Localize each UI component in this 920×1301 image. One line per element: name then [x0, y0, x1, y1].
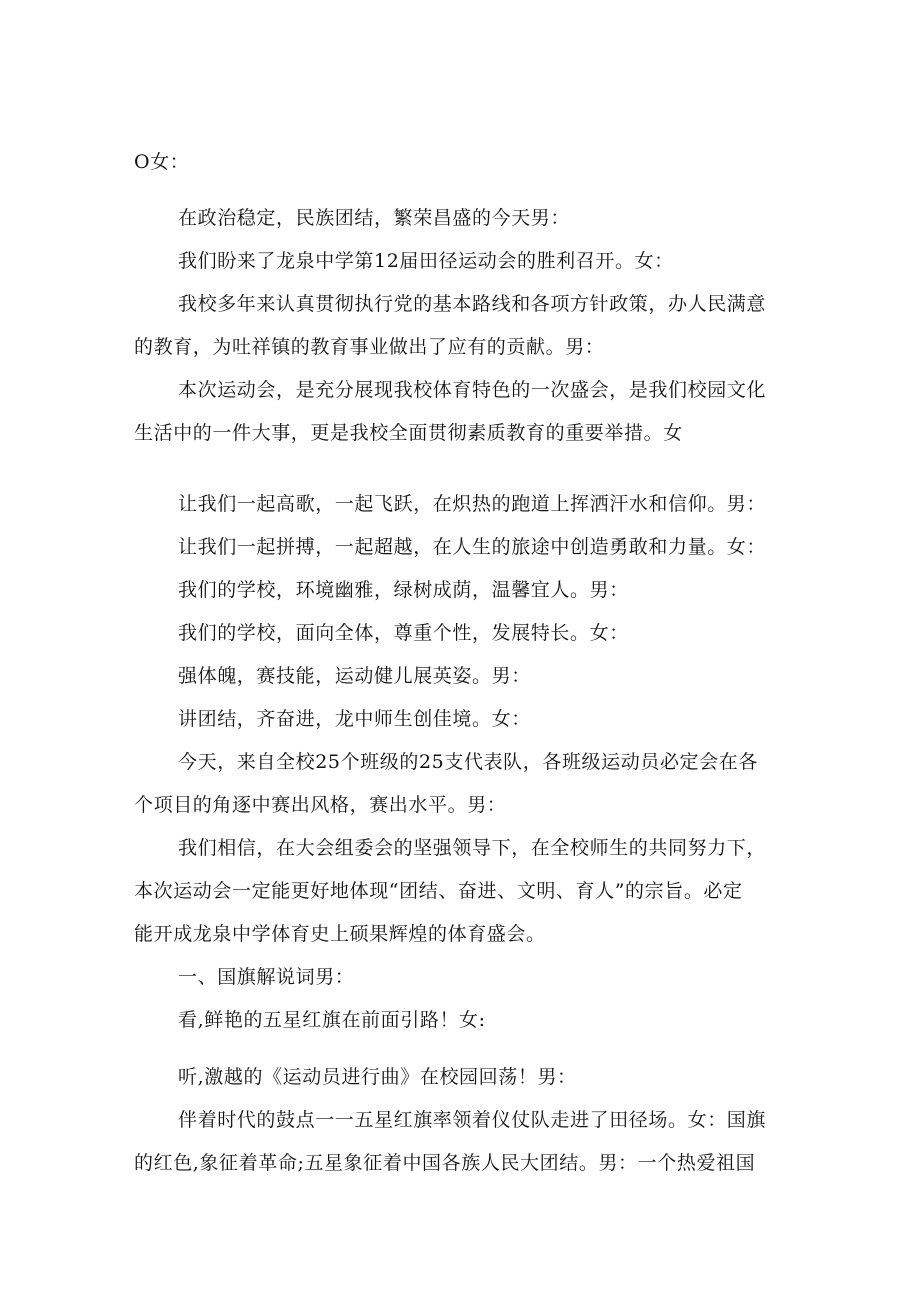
text-line-6: 生活中的一件大事，更是我校全面贯彻素质教育的重要举措。女	[134, 422, 683, 444]
text-line-3: 我校多年来认真贯彻执行党的基本路线和各项方针政策，办人民满意	[178, 293, 767, 315]
text-line-10: 我们的学校，面向全体，尊重个性，发展特长。女：	[178, 622, 629, 644]
text-line-9: 我们的学校，环境幽雅，绿树成荫，温馨宜人。男：	[178, 579, 629, 601]
text-line-7: 让我们一起高歌，一起飞跃，在炽热的跑道上挥洒汗水和信仰。男：	[178, 493, 767, 515]
text-line-2: 我们盼来了龙泉中学第12届田径运动会的胜利召开。女：	[178, 250, 674, 272]
text-line-5: 本次运动会，是充分展现我校体育特色的一次盛会，是我们校园文化	[178, 379, 767, 401]
text-line-18: 一、国旗解说词男：	[178, 966, 355, 988]
text-line-13: 今天，来自全校25个班级的25支代表队，各班级运动员必定会在各	[178, 751, 758, 773]
text-line-20: 听,激越的《运动员进行曲》在校园回荡！男：	[178, 1066, 577, 1088]
text-line-22: 的红色,象征着革命;五星象征着中国各族人民大团结。男：一个热爱祖国	[134, 1152, 756, 1174]
text-line-4: 的教育，为吐祥镇的教育事业做出了应有的贡献。男：	[134, 336, 605, 358]
speaker-cue-line: O女：	[134, 151, 190, 173]
text-line-1: 在政治稳定，民族团结，繁荣昌盛的今天男：	[178, 207, 571, 229]
text-line-11: 强体魄，赛技能，运动健儿展英姿。男：	[178, 665, 531, 687]
text-line-15: 我们相信，在大会组委会的坚强领导下，在全校师生的共同努力下，	[178, 837, 767, 859]
text-line-12: 讲团结，齐奋进，龙中师生创佳境。女：	[178, 708, 531, 730]
text-line-8: 让我们一起拼搏，一起超越，在人生的旅途中创造勇敢和力量。女：	[178, 536, 767, 558]
text-line-16: 本次运动会一定能更好地体现“团结、奋进、文明、育人”的宗旨。必定	[134, 880, 743, 902]
text-line-14: 个项目的角逐中赛出风格，赛出水平。男：	[134, 794, 507, 816]
text-line-21: 伴着时代的鼓点一一五星红旗率领着仪仗队走进了田径场。女：国旗	[178, 1109, 767, 1131]
text-line-17: 能开成龙泉中学体育史上硕果辉煌的体育盛会。	[134, 923, 546, 945]
text-line-19: 看,鲜艳的五星红旗在前面引路！女:	[178, 1009, 486, 1031]
